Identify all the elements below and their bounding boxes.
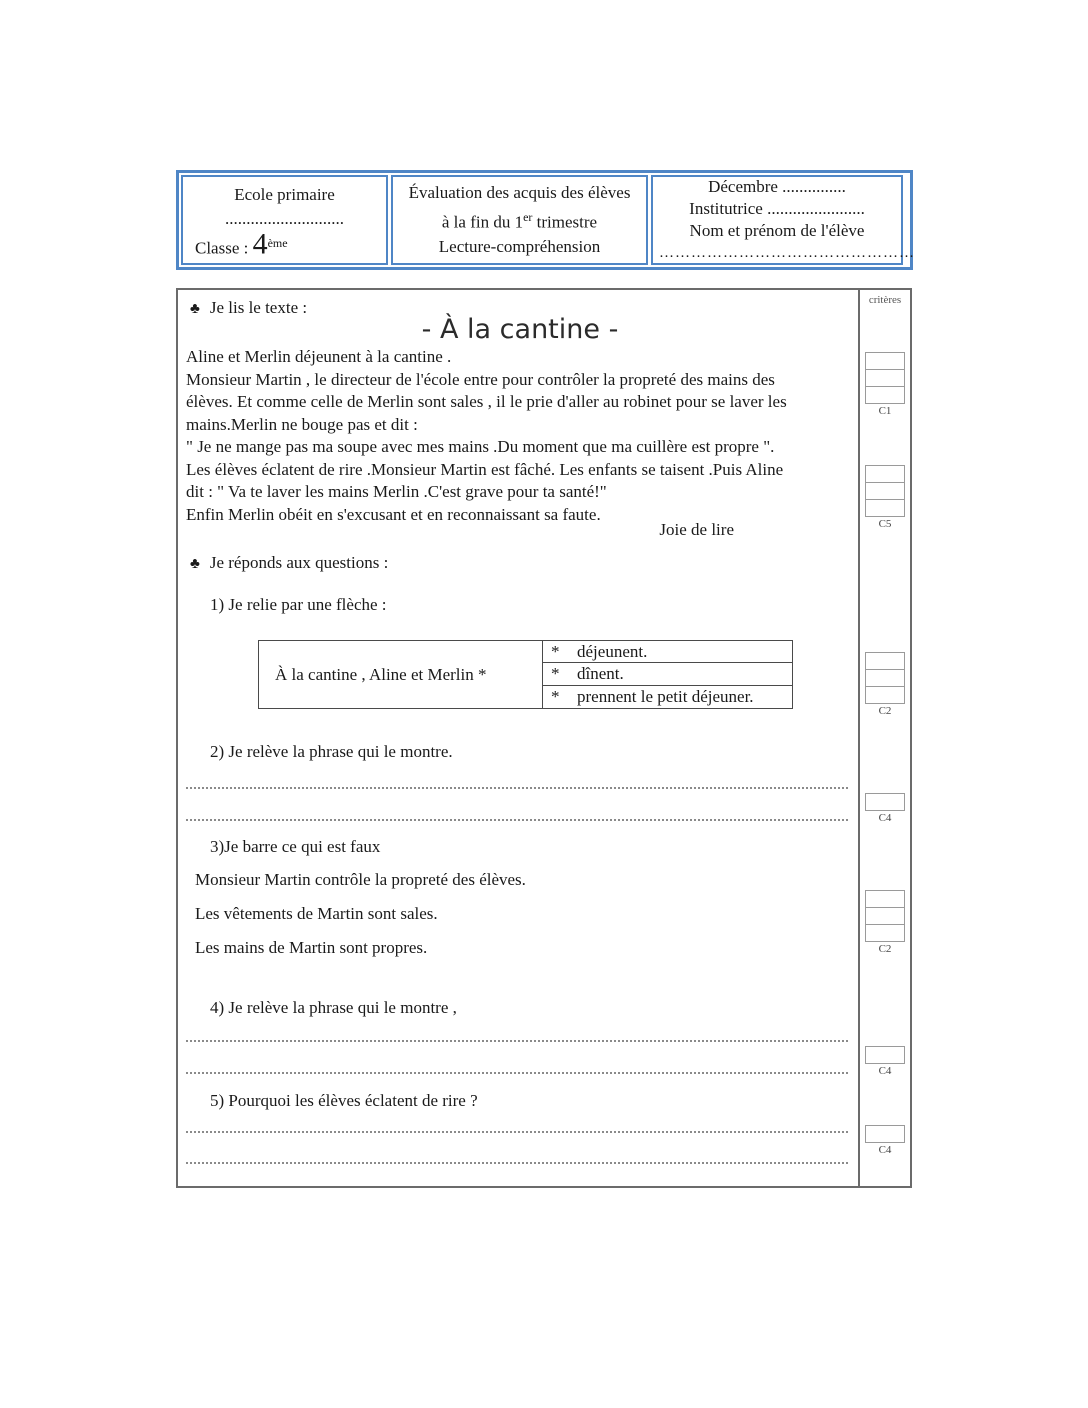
eval-line1: Évaluation des acquis des élèves: [408, 183, 631, 203]
option-text: déjeunent.: [577, 641, 648, 661]
answer-line: [186, 819, 848, 821]
header-cell-school: [181, 175, 388, 265]
criteria-box: [865, 652, 905, 670]
criteria-box: [865, 369, 905, 387]
statement: Les vêtements de Martin sont sales.: [195, 904, 438, 923]
eval-line3: Lecture-compréhension: [438, 236, 601, 256]
text-line: Les élèves éclatent de rire .Monsieur Martin est fâché. Les enfants se taisent .Puis Aline: [186, 459, 784, 479]
answer-line: [186, 1040, 848, 1042]
option-star: *: [551, 687, 560, 706]
eval-line2: [399, 205, 640, 235]
criteria-box: [865, 686, 905, 704]
option-text: prennent le petit déjeuner.: [577, 687, 754, 706]
text-line: Monsieur Martin , le directeur de l'école entre pour contrôler la propreté des mains des: [186, 369, 775, 389]
criteria-box: [865, 1046, 905, 1064]
option-star: *: [551, 664, 560, 683]
club-icon: ♣: [190, 556, 200, 572]
criteria-label: C1: [878, 405, 892, 417]
info-student-dots: …………………………………………: [659, 245, 915, 261]
criteria-box: [865, 924, 905, 942]
text-line: " Je ne mange pas ma soupe avec mes mains .Du moment que ma cuillère est propre ".: [186, 437, 775, 456]
reading-instruction-label: Je lis le texte :: [209, 298, 308, 317]
statement: Les mains de Martin sont propres.: [195, 938, 428, 957]
questions-instruction: [190, 553, 388, 573]
text-line: élèves. Et comme celle de Merlin sont sales , il le prie d'aller au robinet pour se laver les: [186, 392, 787, 411]
criteria-label: C2: [878, 705, 892, 717]
question-2-label: 2) Je relève la phrase qui le montre.: [210, 742, 453, 761]
worksheet-content: [178, 290, 862, 1186]
criteria-box: [865, 499, 905, 517]
class-suffix: ème: [267, 236, 288, 250]
statement: Monsieur Martin contrôle la propreté des élèves.: [195, 870, 526, 889]
criteria-group-c2b: [860, 890, 910, 955]
criteria-group-c4c: [860, 1125, 910, 1156]
text-line: Enfin Merlin obéit en s'excusant et en reconnaissant sa faute.: [186, 504, 601, 524]
criteria-box: [865, 793, 905, 811]
criteria-group-c4: [860, 793, 910, 824]
info-teacher: Institutrice .......................: [689, 199, 865, 218]
criteria-box: [865, 465, 905, 483]
criteria-group-c4b: [860, 1046, 910, 1077]
criteria-label: C5: [878, 518, 892, 530]
text-line: mains.Merlin ne bouge pas et dit :: [186, 414, 418, 434]
info-student: Nom et prénom de l'élève: [689, 221, 865, 240]
text-title: - À la cantine -: [421, 314, 619, 345]
eval-line2-sup: er: [523, 210, 533, 225]
header-cell-info: [651, 175, 915, 265]
criteria-box: [865, 482, 905, 500]
question-4-label: 4) Je relève la phrase qui le montre ,: [210, 998, 457, 1017]
match-option: [543, 663, 793, 686]
match-option: [543, 640, 793, 663]
criteria-box: [865, 1125, 905, 1143]
header-cell-evaluation: [391, 175, 648, 265]
class-value: 4: [252, 227, 268, 261]
answer-line: [186, 1131, 848, 1133]
criteria-group-c2: [860, 652, 910, 717]
match-options: [543, 640, 793, 709]
question-5-label: 5) Pourquoi les élèves éclatent de rire ?: [210, 1091, 478, 1110]
match-left-item: À la cantine , Aline et Merlin *: [258, 640, 543, 709]
eval-line2-suffix: trimestre: [532, 212, 598, 232]
class-label: Classe :: [195, 238, 253, 258]
answer-line: [186, 787, 848, 789]
criteria-header: critères: [868, 294, 902, 306]
criteria-box: [865, 352, 905, 370]
text-line: Aline et Merlin déjeunent à la cantine .: [186, 347, 452, 366]
option-star: *: [551, 641, 560, 661]
eval-line2-prefix: à la fin du 1: [441, 212, 524, 232]
header-table: [176, 170, 913, 270]
question-3-label: 3)Je barre ce qui est faux: [210, 837, 381, 856]
club-icon: ♣: [190, 301, 200, 317]
criteria-column: [858, 290, 910, 1186]
criteria-box: [865, 386, 905, 404]
question-1-match-table: [258, 640, 793, 709]
questions-instruction-label: Je réponds aux questions :: [209, 553, 389, 572]
info-month: Décembre ...............: [708, 177, 846, 196]
criteria-box: [865, 907, 905, 925]
option-text: dînent.: [577, 664, 624, 683]
criteria-group-c5: [860, 465, 910, 530]
criteria-label: C2: [878, 943, 892, 955]
class-line: [189, 227, 380, 261]
match-option: [543, 686, 793, 709]
reading-text: [186, 346, 856, 526]
text-attribution: Joie de lire: [659, 520, 734, 539]
answer-line: [186, 1162, 848, 1164]
answer-line: [186, 1072, 848, 1074]
question-1-label: 1) Je relie par une flèche :: [210, 595, 387, 614]
criteria-label: C4: [878, 1065, 892, 1077]
criteria-group-c1: [860, 352, 910, 417]
criteria-box: [865, 669, 905, 687]
school-name: Ecole primaire: [234, 185, 335, 204]
text-line: dit : " Va te laver les mains Merlin .C'est grave pour ta santé!": [186, 482, 607, 501]
criteria-box: [865, 890, 905, 908]
worksheet: [176, 288, 912, 1188]
criteria-label: C4: [878, 1144, 892, 1156]
criteria-label: C4: [878, 812, 892, 824]
school-dots: ............................: [225, 209, 344, 228]
